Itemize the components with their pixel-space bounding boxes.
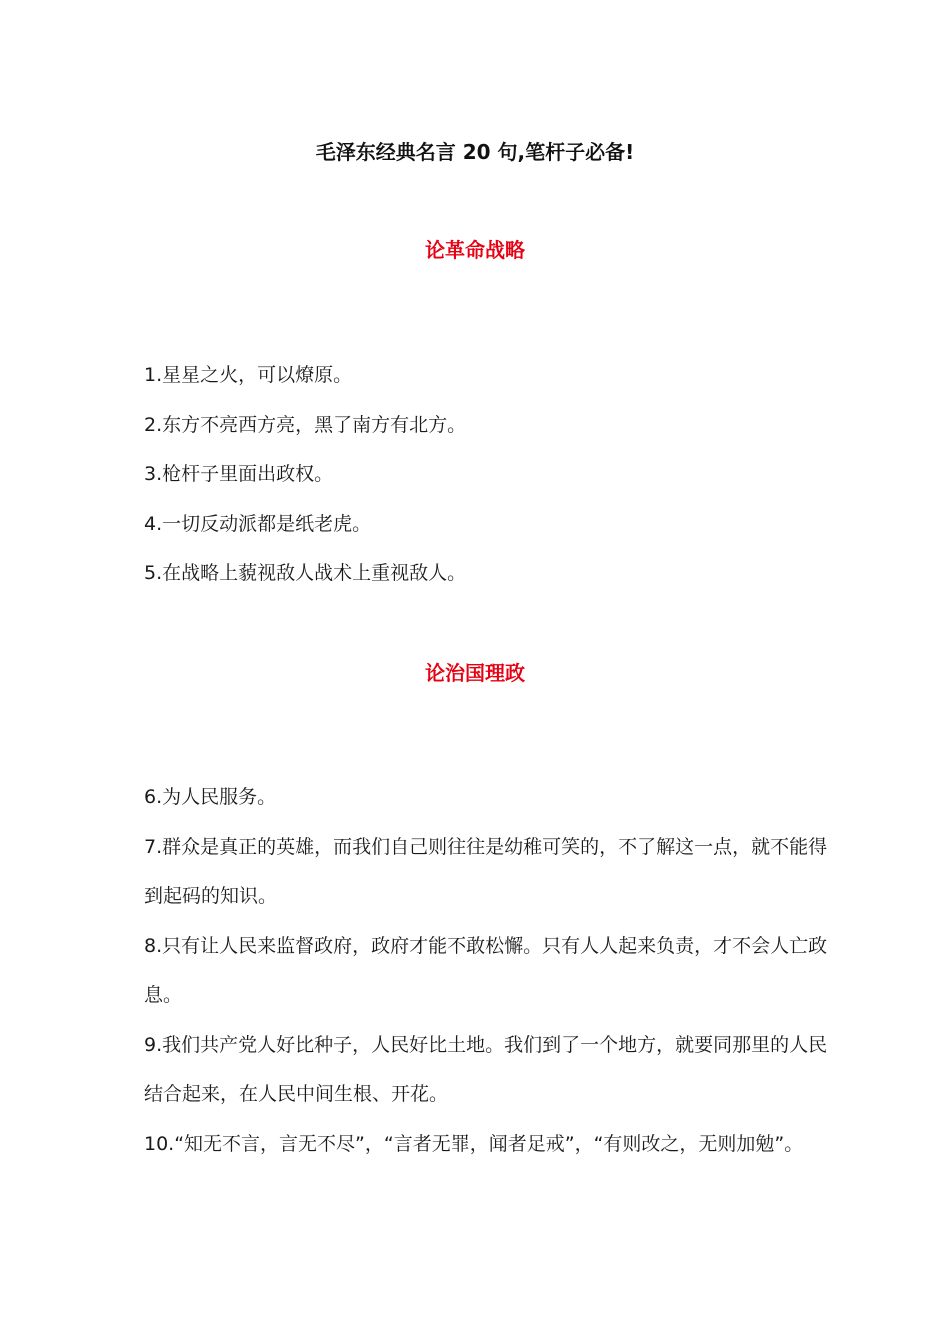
document-title: 毛泽东经典名言 20 句,笔杆子必备! xyxy=(315,140,635,164)
quote-item: 7.群众是真正的英雄，而我们自己则往往是幼稚可笑的，不了解这一点，就不能得到起码的知识。 xyxy=(144,835,828,907)
quote-list-governance xyxy=(144,773,834,1169)
quote-item: 8.只有让人民来监督政府，政府才能不敢松懈。只有人人起来负责，才不会人亡政息。 xyxy=(144,934,828,1006)
quote-item: 6.为人民服务。 xyxy=(144,786,277,808)
section-heading-governance: 论治国理政 xyxy=(425,661,525,685)
quote-item: 4.一切反动派都是纸老虎。 xyxy=(144,512,372,535)
quote-item: 5.在战略上藐视敌人战术上重视敌人。 xyxy=(144,562,467,584)
section-heading-revolution-strategy: 论革命战略 xyxy=(425,238,525,262)
quote-item: 9.我们共产党人好比种子，人民好比土地。我们到了一个地方，就要同那里的人民结合起来，在人民中间生根、开花。 xyxy=(144,1033,828,1105)
quote-list-revolution-strategy xyxy=(144,351,834,599)
quote-item: 2.东方不亮西方亮，黑了南方有北方。 xyxy=(144,413,467,436)
quote-item: 10.“知无不言，言无不尽”，“言者无罪，闻者足戒”，“有则改之，无则加勉”。 xyxy=(144,1132,804,1155)
quote-item: 1.星星之火，可以燎原。 xyxy=(144,364,353,386)
quote-item: 3.枪杆子里面出政权。 xyxy=(144,463,334,485)
